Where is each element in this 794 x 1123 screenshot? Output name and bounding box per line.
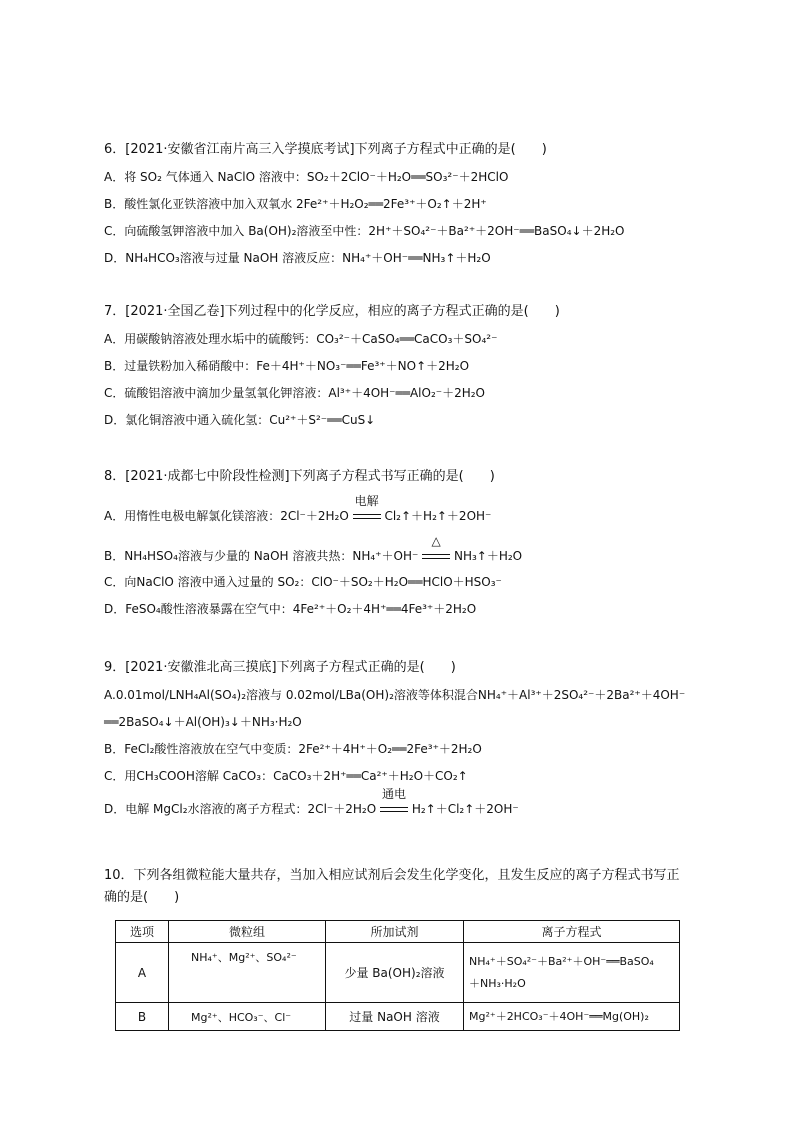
table-cell-equation	[464, 943, 680, 1003]
question-8	[104, 470, 704, 616]
question-8-option-c: C．向NaClO 溶液中通入过量的 SO₂：ClO⁻＋SO₂＋H₂O══HClO＋HSO₃⁻	[104, 575, 502, 589]
question-7-stem: 7．[2021·全国乙卷]下列过程中的化学反应，相应的离子方程式正确的是( )	[104, 304, 560, 319]
question-7-option-a: A．用碳酸钠溶液处理水垢中的硫酸钙：CO₃²⁻＋CaSO₄══CaCO₃＋SO₄²⁻	[104, 332, 498, 346]
reaction-condition-arrow	[380, 787, 408, 816]
question-8-option-b-lhs: B．NH₄HSO₄溶液与少量的 NaOH 溶液共热：NH₄⁺＋OH⁻	[104, 549, 419, 563]
question-10	[104, 869, 724, 905]
question-10-stem-line2: 确的是( )	[104, 890, 180, 905]
table-header-row	[116, 921, 680, 943]
table-row	[116, 1003, 680, 1031]
question-10-stem-line1: 10．下列各组微粒能大量共存，当加入相应试剂后会发生化学变化，且发生反应的离子方程式书写正	[104, 868, 680, 883]
question-9-option-d-rhs: H₂↑＋Cl₂↑＋2OH⁻	[411, 802, 519, 816]
question-6-option-a: A．将 SO₂ 气体通入 NaClO 溶液中：SO₂＋2ClO⁻＋H₂O══SO₃²⁻＋2HClO	[104, 170, 509, 184]
question-8-option-a-rhs: Cl₂↑＋H₂↑＋2OH⁻	[384, 509, 492, 523]
question-7-option-b: B．过量铁粉加入稀硝酸中：Fe＋4H⁺＋NO₃⁻══Fe³⁺＋NO↑＋2H₂O	[104, 359, 470, 373]
reaction-condition-arrow	[422, 534, 450, 563]
question-9-option-d	[104, 787, 704, 816]
reaction-condition-label: 通电	[381, 787, 406, 801]
table-header-cell: 选项	[116, 921, 169, 943]
question-10-table	[115, 920, 680, 1031]
table-cell-option: A	[116, 943, 169, 1003]
table-equation-line: ＋NH₃·H₂O	[469, 976, 526, 990]
question-8-option-b	[104, 534, 704, 563]
table-header-cell: 微粒组	[169, 921, 326, 943]
table-header-cell: 离子方程式	[464, 921, 680, 943]
question-9-option-a-line2: ══2BaSO₄↓＋Al(OH)₃↓＋NH₃·H₂O	[104, 715, 302, 729]
reaction-condition-label: 电解	[354, 494, 379, 508]
table-cell-reagent: 少量 Ba(OH)₂溶液	[326, 943, 464, 1003]
reaction-condition-label: △	[431, 534, 441, 548]
question-8-stem: 8．[2021·成都七中阶段性检测]下列离子方程式书写正确的是( )	[104, 469, 495, 484]
question-6-option-b: B．酸性氯化亚铁溶液中加入双氧水 2Fe²⁺＋H₂O₂══2Fe³⁺＋O₂↑＋2H⁺	[104, 197, 487, 211]
table-cell-option: B	[116, 1003, 169, 1031]
question-8-option-a-lhs: A．用惰性电极电解氯化镁溶液：2Cl⁻＋2H₂O	[104, 509, 349, 523]
table-cell-equation: Mg²⁺＋2HCO₃⁻＋4OH⁻══Mg(OH)₂	[464, 1003, 680, 1031]
question-7-option-c: C．硫酸铝溶液中滴加少量氢氧化钾溶液：Al³⁺＋4OH⁻══AlO₂⁻＋2H₂O	[104, 386, 486, 400]
question-9-option-a-line1: A.0.01mol/LNH₄Al(SO₄)₂溶液与 0.02mol/LBa(OH)₂溶液等体积混合NH₄⁺＋Al³⁺＋2SO₄²⁻＋2Ba²⁺＋4OH⁻	[104, 688, 686, 702]
table-cell-particles: Mg²⁺、HCO₃⁻、Cl⁻	[169, 1003, 326, 1031]
question-7	[104, 305, 704, 427]
question-9-option-b: B．FeCl₂酸性溶液放在空气中变质：2Fe²⁺＋4H⁺＋O₂══2Fe³⁺＋2H₂O	[104, 742, 482, 756]
question-9-option-c: C．用CH₃COOH溶解 CaCO₃：CaCO₃＋2H⁺══Ca²⁺＋H₂O＋CO₂↑	[104, 769, 468, 783]
question-8-option-a	[104, 494, 704, 523]
question-9-option-d-lhs: D．电解 MgCl₂水溶液的离子方程式：2Cl⁻＋2H₂O	[104, 802, 377, 816]
question-9	[104, 661, 704, 816]
question-8-option-b-rhs: NH₃↑＋H₂O	[453, 549, 523, 563]
question-6-option-c: C．向硫酸氢钾溶液中加入 Ba(OH)₂溶液至中性：2H⁺＋SO₄²⁻＋Ba²⁺＋2OH⁻══BaSO₄↓＋2H₂O	[104, 224, 625, 238]
table-row	[116, 943, 680, 1003]
question-8-option-d: D．FeSO₄酸性溶液暴露在空气中：4Fe²⁺＋O₂＋4H⁺══4Fe³⁺＋2H₂O	[104, 602, 477, 616]
question-6-option-d: D．NH₄HCO₃溶液与过量 NaOH 溶液反应：NH₄⁺＋OH⁻══NH₃↑＋H₂O	[104, 251, 491, 265]
table-cell-particles: NH₄⁺、Mg²⁺、SO₄²⁻	[169, 943, 326, 1003]
table-header-cell: 所加试剂	[326, 921, 464, 943]
question-6-stem: 6．[2021·安徽省江南片高三入学摸底考试]下列离子方程式中正确的是( )	[104, 142, 547, 157]
question-9-stem: 9．[2021·安徽淮北高三摸底]下列离子方程式正确的是( )	[104, 660, 456, 675]
table-equation-line: NH₄⁺＋SO₄²⁻＋Ba²⁺＋OH⁻══BaSO₄	[469, 954, 654, 968]
question-6	[104, 143, 704, 265]
table-cell-reagent: 过量 NaOH 溶液	[326, 1003, 464, 1031]
reaction-condition-arrow	[353, 494, 381, 523]
question-7-option-d: D．氯化铜溶液中通入硫化氢：Cu²⁺＋S²⁻══CuS↓	[104, 413, 376, 427]
